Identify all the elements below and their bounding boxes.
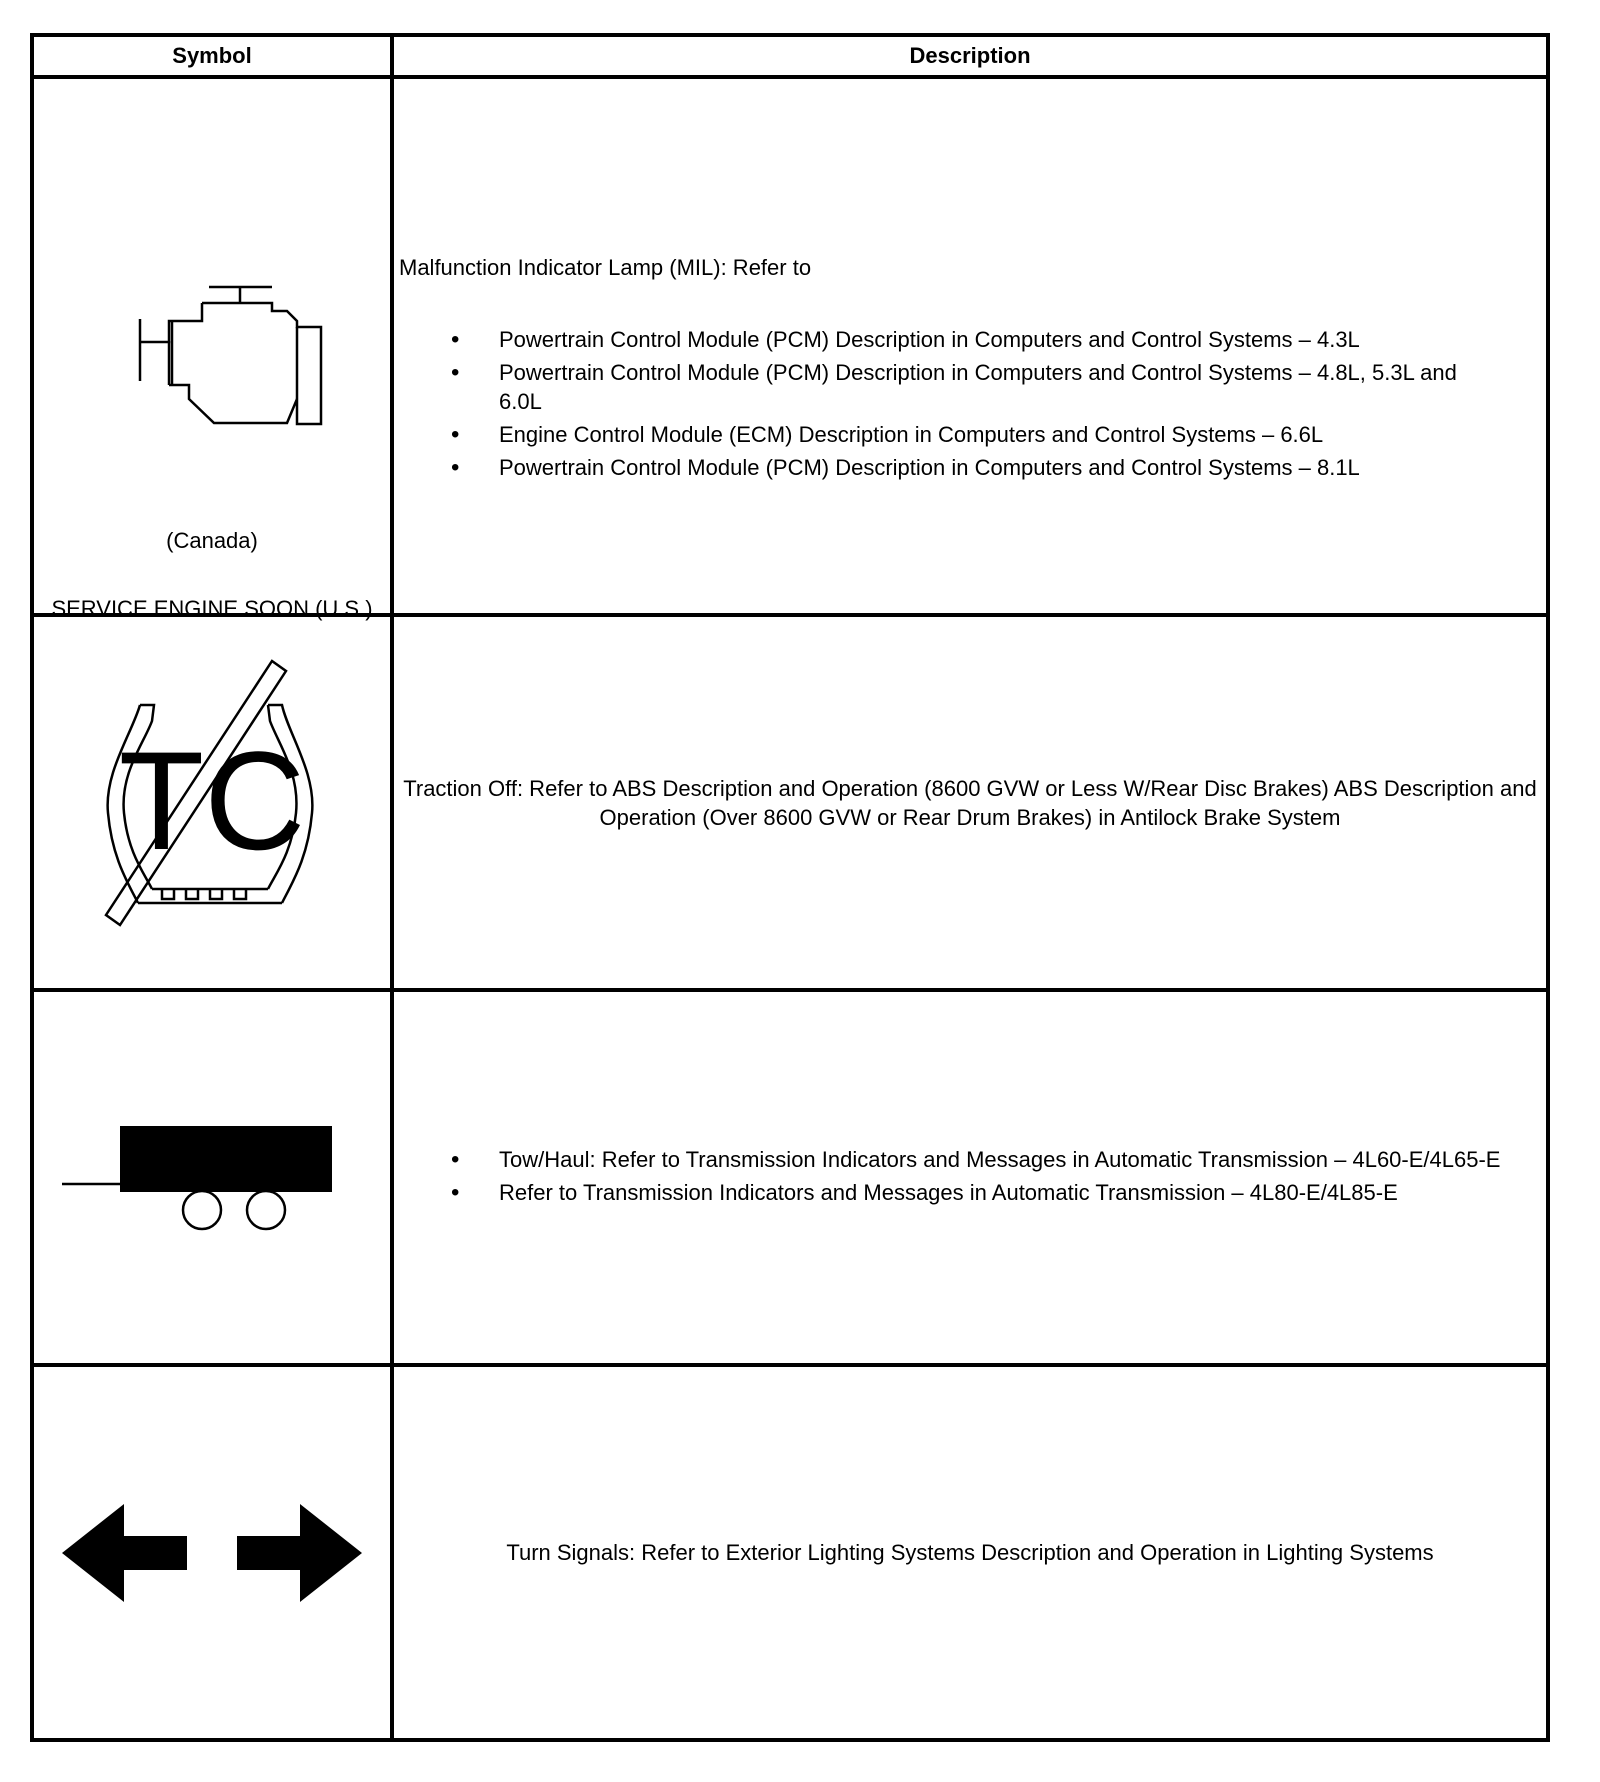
table-row-mil <box>32 77 1548 615</box>
mil-bullet-list <box>399 325 1526 486</box>
list-item: • Powertrain Control Module (PCM) Description in Computers and Control Systems – 4.3L <box>399 325 1526 354</box>
description-cell-turn-signals <box>392 1365 1548 1740</box>
list-item: • Engine Control Module (ECM) Description in Computers and Control Systems – 6.6L <box>399 420 1526 449</box>
right-arrow-icon <box>237 1504 362 1602</box>
symbol-cell-tow-haul <box>32 990 392 1365</box>
indicator-symbols-table <box>30 33 1550 1742</box>
symbol-cell-turn-signals <box>32 1365 392 1740</box>
list-item: • Powertrain Control Module (PCM) Description in Computers and Control Systems – 4.8L, 5.3L and 6.0L <box>399 358 1526 416</box>
tow-haul-bullet-list <box>399 1145 1546 1207</box>
header-description: Description <box>392 35 1548 77</box>
table-row-traction-off <box>32 615 1548 990</box>
caption-canada: (Canada) <box>166 528 258 553</box>
header-symbol: Symbol <box>32 35 392 77</box>
list-item: • Tow/Haul: Refer to Transmission Indicators and Messages in Automatic Transmission – 4L60-E/4L65-E <box>399 1145 1546 1174</box>
description-cell-traction-off <box>392 615 1548 990</box>
description-cell-tow-haul <box>392 990 1548 1365</box>
tc-letters: TC <box>118 721 306 879</box>
table-header-row <box>32 35 1548 77</box>
symbol-cell-mil <box>32 77 392 621</box>
traction-off-icon <box>92 653 332 953</box>
description-cell-mil <box>392 77 1548 615</box>
table-row-turn-signals <box>32 1365 1548 1740</box>
turn-signals-description: Turn Signals: Refer to Exterior Lighting Systems Description and Operation in Lighting Systems <box>506 1540 1434 1565</box>
table-row-tow-haul <box>32 990 1548 1365</box>
mil-intro-text: Malfunction Indicator Lamp (MIL): Refer to <box>399 255 812 280</box>
engine-outline-icon <box>134 277 364 427</box>
trailer-tow-haul-icon <box>62 1118 362 1238</box>
symbol-cell-traction-off <box>32 615 392 990</box>
left-arrow-icon <box>62 1504 187 1602</box>
traction-off-description: Traction Off: Refer to ABS Description and Operation (8600 GVW or Less W/Rear Disc Brakes) ABS Description and Operation (Over 8600 GVW or Rear Drum Brakes) in Antilock Brake System <box>403 775 1537 830</box>
list-item: • Powertrain Control Module (PCM) Description in Computers and Control Systems – 8.1L <box>399 453 1526 482</box>
list-item: • Refer to Transmission Indicators and Messages in Automatic Transmission – 4L80-E/4L85-E <box>399 1178 1546 1207</box>
turn-signal-arrows-icon <box>62 1498 362 1608</box>
caption-service-engine-soon: SERVICE ENGINE SOON (U.S.) <box>51 596 373 621</box>
